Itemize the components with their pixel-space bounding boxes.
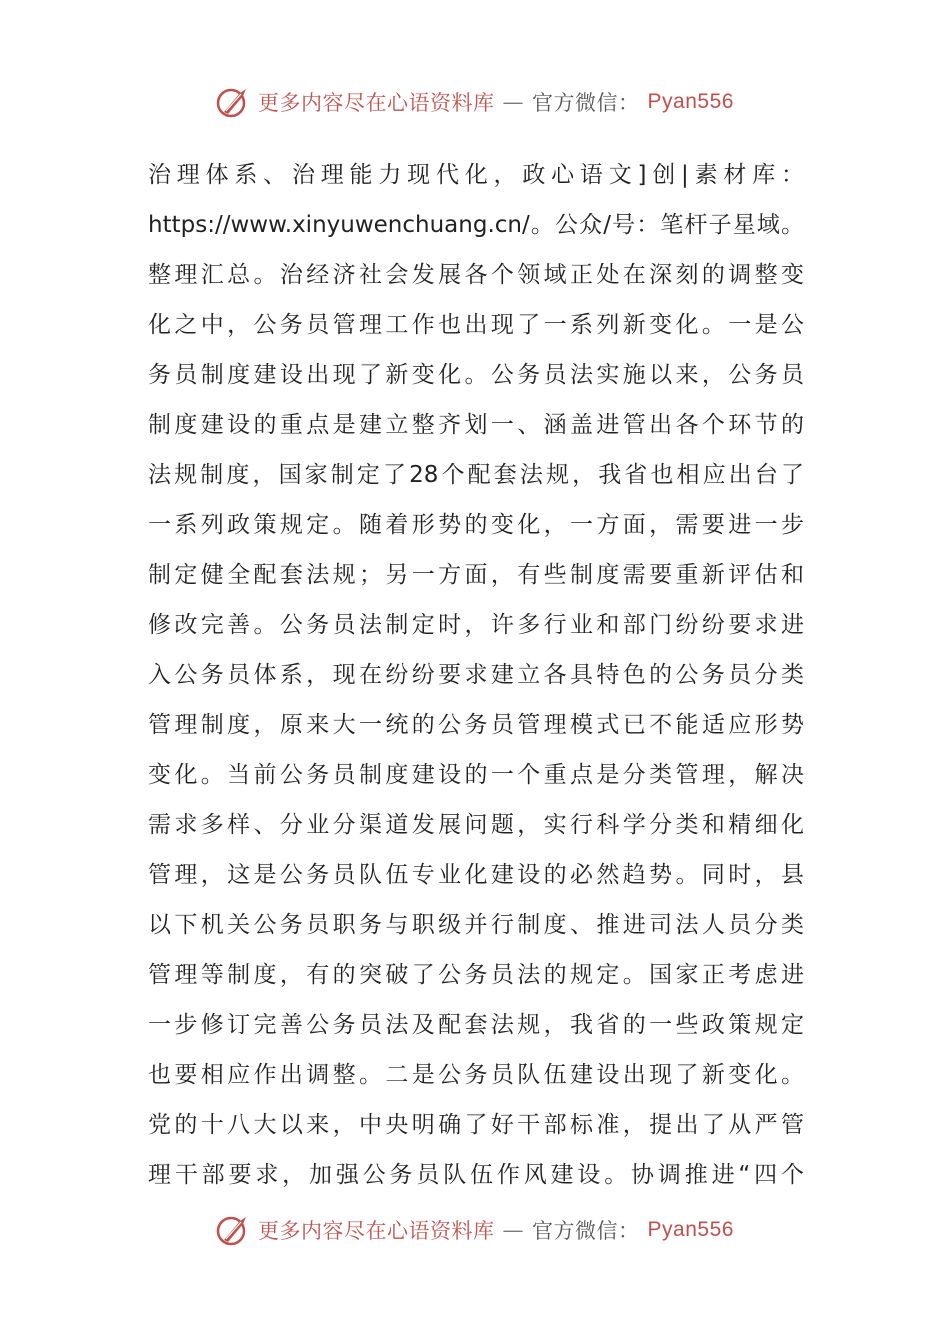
- pen-nib-logo-icon: [216, 85, 250, 119]
- paragraph-line: 化之中，公务员管理工作也出现了一系列新变化。一是公: [148, 312, 804, 338]
- footer-separator: —: [502, 1218, 525, 1242]
- paragraph-line: 管理，这是公务员队伍专业化建设的必然趋势。同时，县: [148, 862, 804, 888]
- footer-banner: [0, 1208, 950, 1252]
- paragraph-line: 党的十八大以来，中央明确了好干部标准，提出了从严管: [148, 1112, 804, 1138]
- paragraph-line: 修改完善。公务员法制定时，许多行业和部门纷纷要求进: [148, 612, 804, 638]
- header-wechat-id: Pyan556: [647, 90, 734, 113]
- header-separator: —: [502, 90, 525, 114]
- header-main-text: 更多内容尽在心语资料库: [258, 91, 495, 115]
- paragraph-line: 一步修订完善公务员法及配套法规，我省的一些政策规定: [148, 1012, 804, 1038]
- paragraph-line: 管理制度，原来大一统的公务员管理模式已不能适应形势: [148, 712, 804, 738]
- footer-main-text: 更多内容尽在心语资料库: [258, 1219, 495, 1243]
- paragraph-line: https://www.xinyuwenchuang.cn/。公众/号：笔杆子星域。: [148, 212, 804, 238]
- paragraph-line: 变化。当前公务员制度建设的一个重点是分类管理，解决: [148, 762, 804, 788]
- paragraph-line: 治理体系、治理能力现代化，政心语文]创|素材库：: [148, 162, 804, 188]
- footer-wechat-label: 官方微信：: [532, 1219, 640, 1243]
- paragraph-line: 务员制度建设出现了新变化。公务员法实施以来，公务员: [148, 362, 804, 388]
- paragraph-line: 需求多样、分业分渠道发展问题，实行科学分类和精细化: [148, 812, 804, 838]
- paragraph-line: 入公务员体系，现在纷纷要求建立各具特色的公务员分类: [148, 662, 804, 688]
- document-body: [148, 150, 804, 1200]
- header-banner: [0, 80, 950, 124]
- paragraph-line: 也要相应作出调整。二是公务员队伍建设出现了新变化。: [148, 1062, 804, 1088]
- footer-wechat-id: Pyan556: [647, 1218, 734, 1241]
- paragraph-line: 制定健全配套法规；另一方面，有些制度需要重新评估和: [148, 562, 804, 588]
- paragraph-line: 以下机关公务员职务与职级并行制度、推进司法人员分类: [148, 912, 804, 938]
- pen-nib-logo-icon: [216, 1213, 250, 1247]
- paragraph-line: 制度建设的重点是建立整齐划一、涵盖进管出各个环节的: [148, 412, 804, 438]
- paragraph-line: 整理汇总。治经济社会发展各个领域正处在深刻的调整变: [148, 262, 804, 288]
- paragraph-line: 法规制度，国家制定了28个配套法规，我省也相应出台了: [148, 462, 804, 488]
- paragraph-line: 管理等制度，有的突破了公务员法的规定。国家正考虑进: [148, 962, 804, 988]
- paragraph-line: 一系列政策规定。随着形势的变化，一方面，需要进一步: [148, 512, 804, 538]
- header-wechat-label: 官方微信：: [532, 91, 640, 115]
- paragraph-line: 理干部要求，加强公务员队伍作风建设。协调推进“四个: [148, 1162, 804, 1188]
